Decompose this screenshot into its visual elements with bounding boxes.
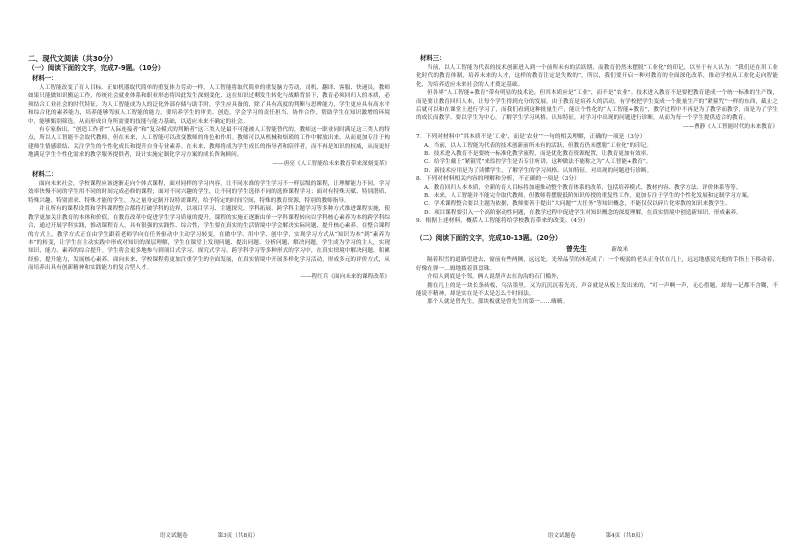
- question-8-option: A．教育回归人本本质，全新的育人目标将加速推动整个教育体系的改革，包括培养模式、教材内容、教学方法、评价体系等等。: [424, 184, 742, 191]
- question-7-option: C．给学生戴上“紧箍咒”来监控学生是否专注听讲，这种做法不能称之为“人工智能+教育”。: [424, 159, 652, 166]
- material-3-source: ——曹静《人工智能时代的未来教育》: [682, 123, 778, 130]
- story-paragraph: 介绍人到底是个邻，俩人说帮声去在沟沟的石门槛外，: [427, 274, 563, 281]
- material-2-paragraph: 并且所有的课程设置和学科课程整合都将打破学科的边界，以项目学习、主题探究、学科拓展、跨学科主题学习等多种方式推进课程实施，使教学更加关注教育的本体和价值，在教育改革中促进学生学习质量的提升，课程的实施正逐渐由单一学科课程转向以学科核心素养为本的跨学科综合，通过开展学科实践，推动课程育人，具有很强的实践性、综合性，学生要在真实的生活情境中学会解决实际问题，提升核心素养。在整合课程的方式上，教学方式正在由学生跟着老师学向在任务驱动中主动学习转变，在做中学、用中学、创中学，实现学习方式从“知识为本”到“素养为本”的转变，让学生在主动实践中形成对知识的深层理解，学生在课堂上发现问题、提出问题、分析问题、解决问题，学生成为学习的主人，实现知识、能力、素养的综合提升。学生将会更多地参与到项目式学习、探究式学习、跨学科学习等多种形式的学习中，在真实情境中解决问题，积累经验，提升能力，发展核心素养。面向未来，学校课程将更加注重学生的全面发展，在真实情境中开展多样化学习活动，形成多元的评价方式，从而培养出具有创新精神和实践能力的复合型人才。: [28, 206, 390, 272]
- material-1-label: 材料一：: [32, 74, 58, 82]
- material-2-label: 材料二：: [32, 170, 58, 179]
- story-paragraph: 拥在几上的是一块长条砖板，乌沾墨里，又为沉沉沉着光亮，声音就是从板上发出来的，“叮一声啊一声，无心借题，却每一记都不含糊，不能说不精神，却是实在是不太是怎么个时间法。: [416, 282, 778, 298]
- question-8-option: C．学术课程整合要以主题为依据，教师要善于提出“大问题”“大任务”等知识概念，不能仅仅以碎片化零散的知识来教学生。: [424, 201, 731, 208]
- question-8: 8．下列对材料相关内容的理解和分析，不正确的一项是（3分）: [416, 176, 580, 183]
- story-paragraph: 那个人就是曾先生，那块板就是曾先生的第一……嗨嗨。: [427, 299, 569, 306]
- material-2-paragraph: 面向未来社会，学校课程应该逐渐走向个体式课程，面对同样的学习内容，让不同水准的学生学习不一样层级的课程，让理解能力不同、学习效率快慢不同的学生用不同的时间完成必修的课程；面对不同兴趣的学生，让不同的学生选择不同的选修课程学习；面对有特殊天赋、特别潜质、特殊兴趣、特别需求、特殊才能的学生，为之量身定制开设特需课程，给予特定的时间空间，特殊的教育资源，特别的教师指导。: [28, 181, 390, 204]
- question-9: 9．根据上述材料，概括人工智能将给学校教育带来的改变。（4分）: [416, 217, 589, 224]
- story-paragraph: 隔着积雪的道路望进去，窗前有些两侧，远远处，光晕晶莹的冰花成了：一个瘦弱的老头正身伏在几上，远远地感觉光他的手指上下移动着，好像在弹一…姆地拨着算盘珠。: [416, 257, 778, 272]
- footer-subject: 语文试题卷: [547, 533, 576, 539]
- right-page: [416, 0, 778, 550]
- subsection-heading: （一）阅读下面的文字，完成7-9题。（10分）: [28, 64, 165, 72]
- material-1-source: ——唐亮《人工智能给未来教育带来深刻变革》: [272, 160, 390, 167]
- footer-page-number: 第3页（共8页）: [217, 533, 259, 539]
- question-7-option: B．技术进入教育不是要统一标准化教学流程，而是优化教育资源配置，让教育更加有效率。: [424, 151, 652, 158]
- question-8-option: D．项目课程要引入一个高阶驱动性问题，在教学过程中促进学生对知识概念的深度理解，在真实情境中创造新知识，形成素养。: [424, 209, 742, 216]
- material-1-paragraph: 有专家指出，“创造工作者”“人际连接者”和“复杂模式的判断者”这三类人是最不可能被人工智能替代的。教师这一职业同时满足这三类人的特点，所以人工智能不会取代教师，但在未来，人工智能可以改变教师的角色和作用。教师可以从机械和烦琐的工作中解放出来，从而更加专注于构建师生情感联结、关注学生的个性化成长和提升自身专业素养。在未来，教师将成为学生成长的指导者和陪伴者，而不再是知识的权威，从而更好地满足学生个性化需求的教学服务提供者，设计实施定制化学习方案的成长咨询顾问。: [28, 127, 390, 159]
- material-3-paragraph: 当前，以人工智能为代表的技术创新进入到一个前所未有的活跃期，而教育仍然未摆脱“工业化”的印记，以至于有人认为：“我们还在用工业化时代的教育体制，培养未来的人才，这样的教育注定是失败的”。所以，我们要开启一种对教育的全面深化改革，推动学校从工业化走向智能化，为培养适应未来社会的人才奠定基础。: [416, 65, 778, 88]
- story-title: 曾先生: [565, 244, 587, 254]
- subsection-2-heading: （二）阅读下面的文字，完成10-13题。（20分）: [416, 234, 562, 243]
- material-2-source: ——程红兵《面向未来的课程改革》: [300, 273, 390, 280]
- material-3-label: 材料三：: [420, 54, 446, 62]
- material-1-paragraph: 人工智能改变了育人目标。正如机器取代简单的重复体力劳动一样，人工智能将取代简单的重复脑力劳动，司机、翻译、客服、快递员，教师如果只能做知识搬运工作，传统社会就业体系和职业形态将因此发生深刻变化，这在知识过剩发生转化与战略背景下，教育必须回归人的本质，必须结合工业社会的时代特征，为人工智能成为人的泛化外部存储与助手时，学生应具备的，除了具有高度的判断与思辨能力，学生更应具有高水平和综合化的素养能力，培养能够驾驭人工智能的能力，要培养学生的审美、创造，学会学习的责任担当、协作合作，帮助学生在知识激增的环境中，能够甄别筛选，从而形成自身所需要的技能与能力基础，以适应未来不确定的社会。: [28, 85, 390, 125]
- question-7-option: A．当前，以人工智能为代表的技术创新前所未有的活跃，但教育仍未摆脱“工业化”的印记。: [424, 142, 652, 149]
- footer-subject: 语文试题卷: [159, 533, 188, 539]
- story-author: 新故米: [611, 247, 629, 254]
- material-3-paragraph: 但各界“人工智能+教育”带有明显的技术论，但其本质应是“工业”，而不是“农业”。技术进入教育不是要把教育建成一个统一标准的生产线，而是要让教育回归人本，让每个学生得到充分的发展。由于教育是培养人的活动，有学校把学生变成一个批量生产的“紧箍咒”一样的东西，截止之后就可以和在课堂上进行学习了，而我们看到这种批量生产，能让个性化的“人工智能+教育”，教学过程中不再是为了教学而教学，而是为了学生的成长而教学。要以学生为中心，了解学生学习风格、认知特征，对学习中出现的问题进行诊断，从而为每一个学生提供适合的教育。: [416, 90, 778, 122]
- question-7-option: D．新技术应用是为了读懂学生，了解学生的学习风格、认知特征，对出现的问题进行诊断。: [424, 167, 653, 174]
- page-footer: [28, 533, 390, 540]
- footer-page-number: 第4页（共8页）: [605, 533, 647, 539]
- question-8-option: B．未来，人工智能并不能完全取代教师，但教师将摆脱低阶知识传授的重复性工作，更加专注于学生的个性化发展和定制学习方案。: [424, 192, 753, 199]
- page-footer: [416, 533, 778, 540]
- story-title-row: [416, 244, 778, 255]
- question-7: 7．下列对材料中“其本质不是‘工业’，而是‘农业’”一句的相关理解，正确的一项是（3分）: [416, 134, 646, 141]
- left-page: [28, 0, 390, 550]
- section-heading: 二、现代文阅读（共30分）: [28, 54, 118, 63]
